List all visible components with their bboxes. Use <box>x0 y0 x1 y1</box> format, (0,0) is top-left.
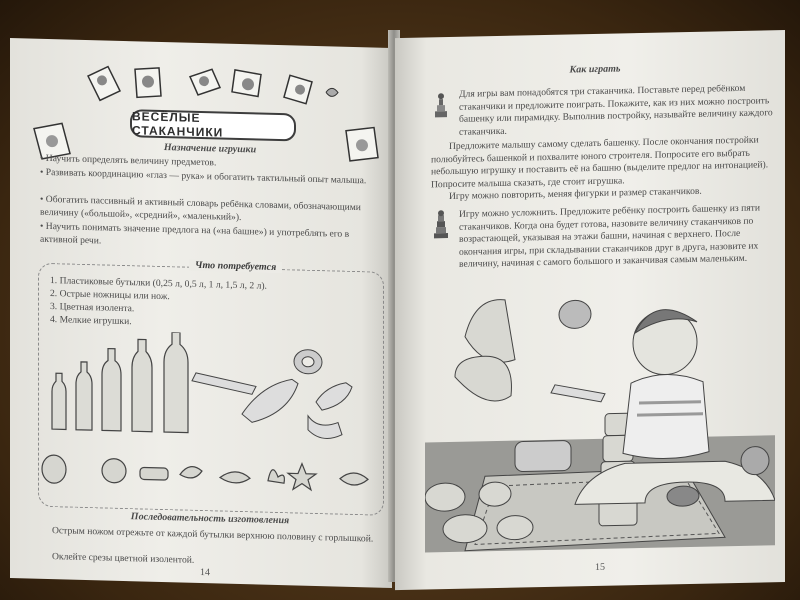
sequence-step: Оклейте срезы цветной изолентой. <box>52 551 195 566</box>
purpose-item: • Научить определять величину предметов. <box>40 153 380 174</box>
play-paragraph-1: Для игры вам понадобятся три стаканчика. Поставьте перед ребёнком стаканчики и предложите поиграть. Покажите, как из них можно построить башенку или пирамидку. Выполнив постройку, называйте величину каждого стаканчика. <box>459 82 773 138</box>
page-title: ВЕСЁЛЫЕ СТАКАНЧИКИ <box>130 109 296 141</box>
sequence-header: Последовательность изготовления <box>130 511 290 527</box>
purpose-item: • Обогатить пассивный и активный словарь ребёнка словами, обозначающими величину («большой», «средний», «маленький»). <box>40 194 380 228</box>
stacked-rings-icon <box>431 209 451 239</box>
right-page <box>395 30 785 590</box>
decorative-cups-illustration <box>30 47 360 116</box>
material-item: 3. Цветная изолента. <box>50 301 135 315</box>
pyramid-toy-icon <box>431 91 451 119</box>
child-playing-illustration <box>425 260 775 567</box>
page-number-left: 14 <box>200 566 210 579</box>
play-paragraph-4: Игру можно усложнить. Предложите ребёнку построить башенку из пяти стаканчиков. Когда она будет готова, назовите величину стаканчиков по возрастающей, указывая на этажи башни, начиная с верхнего. После окончания игры, при складывании стаканчиков друг в друга, назовите их величину, начиная с самого большого и заканчивая самым маленьким. <box>459 202 760 271</box>
materials-header: Что потребуется <box>189 260 282 273</box>
material-item: 4. Мелкие игрушки. <box>50 314 132 328</box>
play-paragraph-2: Предложите малышу самому сделать башенку. После окончания постройки полюбуйтесь башенкой и похвалите юного строителя. Попросите его выбрать небольшую игрушку и поставить её на башню (выделите предлог на интонацией). Попросите малыша сказать, где стоит игрушка. <box>431 134 769 191</box>
bottles-illustration <box>46 329 386 448</box>
purpose-item: • Научить понимать значение предлога на («на башне») и употреблять его в активной речи. <box>40 221 380 255</box>
material-item: 2. Острые ножницы или нож. <box>50 288 170 303</box>
purpose-header: Назначение игрушки <box>163 142 257 156</box>
play-paragraph-3: Игру можно повторить, меняя фигурки и размер стаканчиков. <box>449 185 702 203</box>
material-item: 1. Пластиковые бутылки (0,25 л, 0,5 л, 1 л, 1,5 л, 2 л). <box>50 275 267 292</box>
play-header: Как играть <box>569 63 621 76</box>
sequence-step: Острым ножом отрежьте от каждой бутылки верхнюю половину с горлышкой. <box>52 525 374 545</box>
left-page <box>10 38 392 588</box>
page-number-right: 15 <box>595 561 605 573</box>
purpose-item: • Развивать координацию «глаз — рука» и обогатить тактильный опыт малыша. <box>40 167 380 188</box>
